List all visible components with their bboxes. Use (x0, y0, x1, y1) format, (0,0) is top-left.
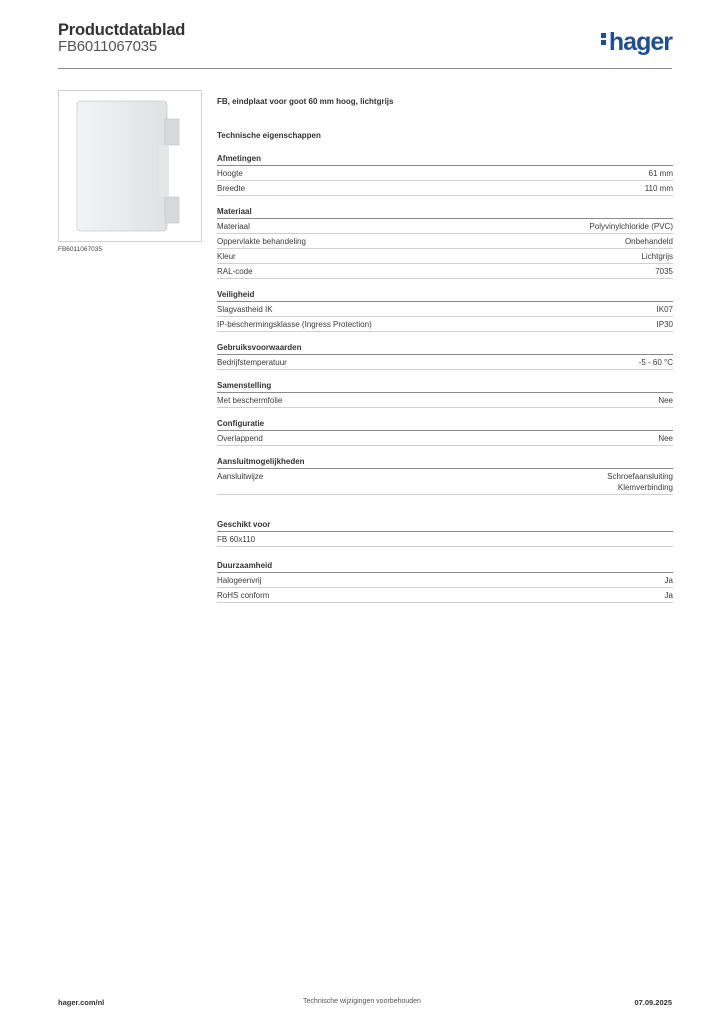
section-title: Configuratie (217, 419, 673, 431)
section-title: Gebruiksvoorwaarden (217, 343, 673, 355)
spec-row (217, 302, 673, 317)
logo-colon-icon (601, 31, 606, 47)
footer-disclaimer: Technische wijzigingen voorbehouden (303, 998, 421, 1005)
spec-section (217, 154, 673, 196)
spec-row (217, 532, 673, 547)
spec-value (607, 471, 673, 493)
spec-value: IP30 (656, 320, 673, 329)
header-divider (58, 68, 672, 69)
spec-label: IP-beschermingsklasse (Ingress Protection) (217, 320, 372, 329)
spec-row (217, 181, 673, 196)
section-title: Veiligheid (217, 290, 673, 302)
spec-label: Aansluitwijze (217, 472, 264, 481)
spec-value: 61 mm (648, 169, 673, 178)
spec-label: Overlappend (217, 434, 263, 443)
product-image (65, 97, 195, 235)
sustainability-section (217, 561, 673, 603)
section-title: Geschikt voor (217, 520, 673, 532)
spec-section (217, 381, 673, 408)
spec-row (217, 469, 673, 495)
content-area (217, 97, 673, 614)
spec-row (217, 249, 673, 264)
image-caption: FB6011067035 (58, 246, 102, 253)
spec-label: FB 60x110 (217, 535, 256, 544)
spec-row (217, 317, 673, 332)
spec-value: -5 - 60 °C (638, 358, 673, 367)
spec-row (217, 393, 673, 408)
footer-date: 07.09.2025 (634, 998, 672, 1007)
spec-value: Ja (664, 576, 673, 585)
spec-row (217, 166, 673, 181)
section-title: Afmetingen (217, 154, 673, 166)
technical-heading: Technische eigenschappen (217, 131, 321, 140)
spec-section (217, 419, 673, 446)
spec-value: Nee (658, 434, 673, 443)
section-title: Materiaal (217, 207, 673, 219)
footer-website-link[interactable]: hager.com/nl (58, 998, 105, 1007)
section-title: Duurzaamheid (217, 561, 673, 573)
spec-row (217, 219, 673, 234)
spec-row (217, 234, 673, 249)
page-title: Productdatablad (58, 21, 186, 39)
spec-section (217, 290, 673, 332)
spec-value-line: Schroefaansluiting (607, 472, 673, 481)
spec-value: IK07 (656, 305, 673, 314)
product-image-frame (58, 90, 202, 242)
spec-label: Bedrijfstemperatuur (217, 358, 287, 367)
spec-row (217, 573, 673, 588)
spec-value: Lichtgrijs (641, 252, 673, 261)
spec-row (217, 431, 673, 446)
spec-row (217, 264, 673, 279)
spec-label: Oppervlakte behandeling (217, 237, 306, 246)
spec-value: Ja (664, 591, 673, 600)
spec-label: Met beschermfolie (217, 396, 283, 405)
spec-value: 7035 (655, 267, 673, 276)
spec-label: Materiaal (217, 222, 250, 231)
spec-label: Kleur (217, 252, 236, 261)
spec-label: RAL-code (217, 267, 253, 276)
spec-value: Polyvinylchloride (PVC) (589, 222, 673, 231)
spec-section (217, 207, 673, 279)
section-title: Samenstelling (217, 381, 673, 393)
spec-label: RoHS conform (217, 591, 270, 600)
suitable-section (217, 520, 673, 547)
spec-value: Onbehandeld (624, 237, 673, 246)
spec-section (217, 457, 673, 495)
logo-text: hager (608, 28, 672, 56)
spec-label: Slagvastheid IK (217, 305, 273, 314)
spec-label: Breedte (217, 184, 246, 193)
spec-row (217, 588, 673, 603)
section-title: Aansluitmogelijkheden (217, 457, 673, 469)
spec-label: Halogeenvrij (217, 576, 262, 585)
spec-value: 110 mm (644, 184, 673, 193)
spec-label: Hoogte (217, 169, 243, 178)
product-code: FB6011067035 (58, 38, 158, 55)
spec-section (217, 343, 673, 370)
product-description: FB, eindplaat voor goot 60 mm hoog, lichtgrijs (217, 97, 394, 106)
spec-row (217, 355, 673, 370)
spec-value-line: Klemverbinding (617, 483, 673, 492)
hager-logo (601, 28, 672, 57)
spec-value: Nee (658, 396, 673, 405)
